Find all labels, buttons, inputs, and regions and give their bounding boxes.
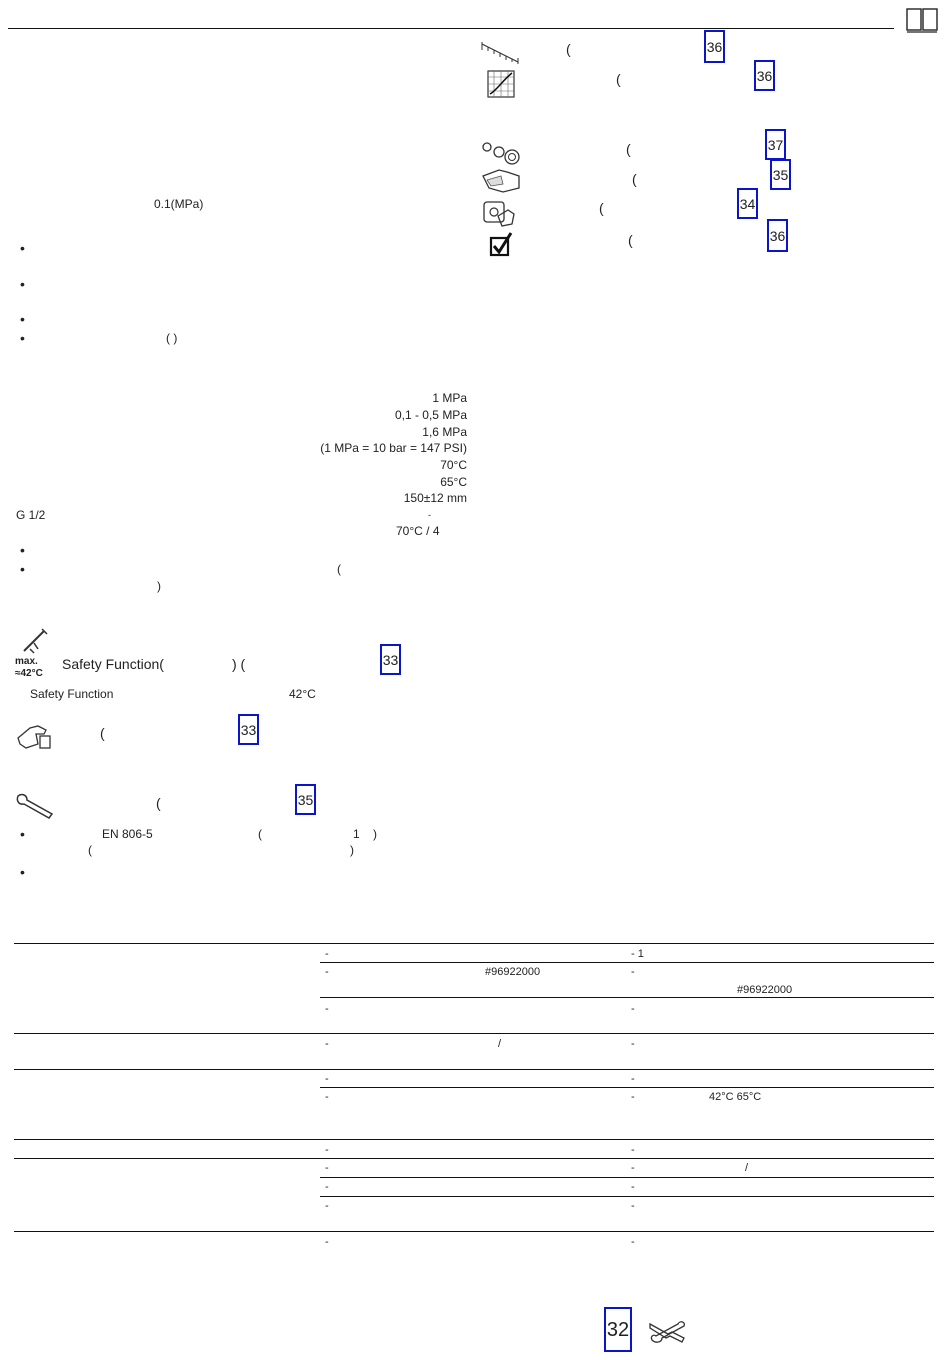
table-cell: - <box>325 1003 329 1015</box>
table-cell: - <box>631 1200 635 1212</box>
wipe-hand-icon <box>481 166 521 194</box>
silicone-gun-icon <box>20 627 50 655</box>
ref-paren-6: ( <box>628 232 633 248</box>
fittings-icon <box>481 140 521 166</box>
ref-paren-2: ( <box>616 71 621 87</box>
maintenance-page-ref[interactable]: 35 <box>295 784 316 815</box>
table-cell: - <box>325 1181 329 1193</box>
table-rule <box>14 943 934 944</box>
table-rule <box>320 1196 934 1197</box>
tools-icon <box>648 1318 688 1346</box>
table-cell: - <box>631 1181 635 1193</box>
safety-desc-label: Safety Function <box>30 687 114 701</box>
table-cell: 42°C 65°C <box>709 1091 762 1103</box>
safety-page-ref[interactable]: 33 <box>380 644 401 675</box>
spec-thermal: 70°C / 4 <box>396 524 440 538</box>
bullet: • <box>20 311 25 327</box>
table-rule <box>320 962 934 963</box>
max-label: max. <box>15 656 38 667</box>
table-cell: / <box>745 1162 749 1174</box>
cleaning-paren: ( <box>100 725 105 741</box>
ref-paren-4: ( <box>632 171 637 187</box>
bullet: • <box>20 330 25 346</box>
table-cell: - <box>325 1038 329 1050</box>
ruler-icon <box>480 40 522 66</box>
spec-value-3: 1,6 MPa <box>422 425 467 439</box>
table-cell: - 1 <box>631 948 644 960</box>
bullet-paren: ( ) <box>166 331 178 345</box>
cleaning-hand-icon <box>16 720 52 750</box>
ref-box-6[interactable]: 36 <box>767 219 788 252</box>
table-rule <box>320 997 934 998</box>
table-cell: - <box>631 1003 635 1015</box>
spec-value-2: 0,1 - 0,5 MPa <box>394 408 467 422</box>
maintenance-line2-open: ( <box>88 843 92 857</box>
open-book-icon <box>906 8 938 34</box>
header-rule <box>8 28 894 29</box>
table-cell: - <box>325 1200 329 1212</box>
spec-paren-open: ( <box>337 562 341 576</box>
table-cell: - <box>631 1236 635 1248</box>
spec-value-7: 150±12 mm <box>403 491 467 505</box>
bullet: • <box>20 276 25 292</box>
safety-title-mid: ) ( <box>232 656 246 672</box>
table-cell: - <box>325 1162 329 1174</box>
table-cell: - <box>631 1144 635 1156</box>
bullet: • <box>20 826 25 842</box>
spec-value-5: 70°C <box>440 458 467 472</box>
ref-box-1[interactable]: 36 <box>704 30 725 63</box>
maintenance-line2-close: ) <box>350 843 354 857</box>
table-cell: - <box>631 1162 635 1174</box>
table-cell: - <box>631 1073 635 1085</box>
maintenance-bullet-paren: ( <box>258 827 262 841</box>
table-cell: - <box>631 1038 635 1050</box>
ref-paren-1: ( <box>566 41 571 57</box>
table-cell: - <box>325 1073 329 1085</box>
spec-thread: G 1/2 <box>16 508 46 522</box>
bullet: • <box>20 864 25 880</box>
bullet: • <box>20 240 25 256</box>
table-cell: #96922000 <box>485 966 541 978</box>
safety-desc-temp: 42°C <box>289 687 316 701</box>
ref-paren-5: ( <box>599 200 604 216</box>
bullet: • <box>20 561 25 577</box>
table-rule <box>14 1139 934 1140</box>
temp-label: ≈42°C <box>15 668 43 679</box>
ref-box-2[interactable]: 36 <box>754 60 775 91</box>
ref-box-4[interactable]: 35 <box>770 159 791 190</box>
grid-chart-icon <box>487 70 515 98</box>
spec-dash: - <box>428 510 431 520</box>
table-rule <box>14 1158 934 1159</box>
maintenance-paren: ( <box>156 795 161 811</box>
table-cell: - <box>631 966 635 978</box>
hand-valve-icon <box>482 198 518 228</box>
table-rule <box>14 1069 934 1070</box>
table-cell: - <box>325 948 329 960</box>
maintenance-bullet-num: 1 <box>353 827 360 841</box>
spec-value-1: 1 MPa <box>432 391 467 405</box>
maintenance-bullet-close: ) <box>373 827 377 841</box>
maintenance-standard: EN 806-5 <box>102 827 153 841</box>
ref-box-5[interactable]: 34 <box>737 188 758 219</box>
pressure-note: 0.1(MPa) <box>154 197 204 211</box>
table-rule <box>14 1033 934 1034</box>
table-rule <box>320 1087 934 1088</box>
checkbox-icon <box>489 232 513 258</box>
table-rule <box>14 1231 934 1232</box>
spec-value-6: 65°C <box>440 475 467 489</box>
wrench-icon <box>14 792 56 820</box>
table-cell: - <box>631 1091 635 1103</box>
table-cell: - <box>325 966 329 978</box>
ref-paren-3: ( <box>626 141 631 157</box>
table-cell: - <box>325 1144 329 1156</box>
ref-box-3[interactable]: 37 <box>765 129 786 160</box>
table-rule <box>320 1177 934 1178</box>
cleaning-page-ref[interactable]: 33 <box>238 714 259 745</box>
table-cell: #96922000 <box>737 984 793 996</box>
table-cell: - <box>325 1236 329 1248</box>
page-number: 32 <box>604 1307 632 1352</box>
bullet: • <box>20 542 25 558</box>
spec-value-4: (1 MPa = 10 bar = 147 PSI) <box>320 441 467 455</box>
safety-title: Safety Function( <box>62 656 164 672</box>
table-cell: - <box>325 1091 329 1103</box>
table-cell: / <box>498 1038 502 1050</box>
spec-paren-close: ) <box>157 579 161 593</box>
